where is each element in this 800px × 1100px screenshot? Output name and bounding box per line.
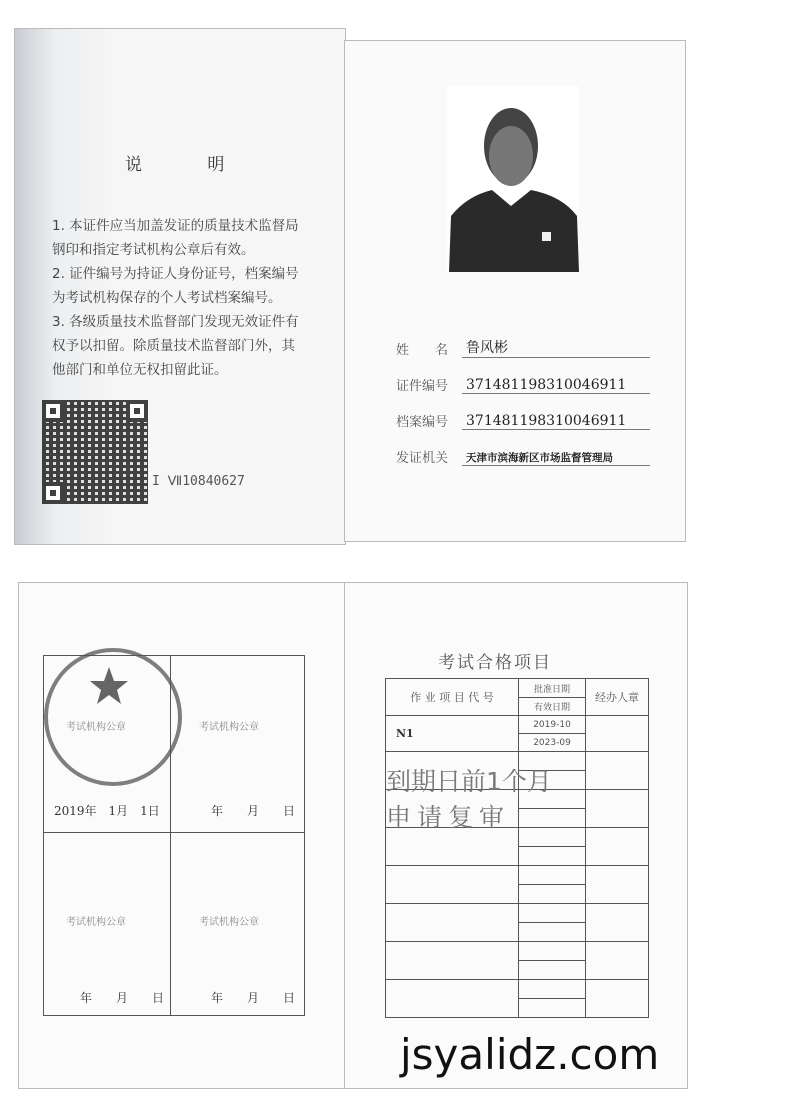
valid-date: 2023-09 [519, 734, 586, 752]
header-valid: 有效日期 [519, 698, 586, 716]
qr-code[interactable] [42, 400, 148, 504]
renewal-stamp-line: 申请复审 [386, 803, 511, 832]
stamp-date: 年 月 日 [80, 991, 165, 1005]
exam-title: 考试合格项目 [438, 653, 552, 673]
watermark: jsyalidz.com [400, 1030, 660, 1079]
stamp-cell-label: 考试机构公章 [66, 722, 126, 733]
stamp-cell [43, 832, 171, 1016]
instruction-item: 3. 各级质量技术监督部门发现无效证件有权予以扣留。除质量技术监督部门外，其他部门和单位无权扣留此证。 [52, 314, 299, 378]
stamp-cell [170, 832, 305, 1016]
field-label: 姓 名 [396, 343, 449, 358]
stamp-cell-label: 考试机构公章 [66, 917, 126, 928]
approve-date: 2019-10 [519, 716, 586, 734]
item-code: N1 [386, 716, 519, 752]
certificate-number-value: 371481198310046911 [462, 377, 650, 394]
exam-table [385, 678, 649, 1018]
instructions-list [52, 214, 300, 382]
stamp-date: 年 月 日 [211, 804, 296, 818]
instruction-item: 1. 本证件应当加盖发证的质量技术监督局钢印和指定考试机构公章后有效。 [52, 218, 299, 258]
name-value: 鲁风彬 [462, 337, 650, 358]
renewal-stamp-line: 到期日前1个月 [386, 767, 552, 796]
file-number-value: 371481198310046911 [462, 413, 650, 430]
stamp-date: 年 月 日 [211, 991, 296, 1005]
holder-photo [447, 86, 579, 272]
item-code-empty [386, 866, 519, 904]
header-approve: 批准日期 [519, 679, 586, 698]
renewal-stamp [386, 764, 552, 836]
header-officer: 经办人章 [586, 679, 649, 716]
stamp-cell [170, 655, 305, 833]
serial-number: I Ⅶ10840627 [152, 474, 245, 489]
field-label: 证件编号 [396, 379, 449, 394]
field-label: 档案编号 [396, 415, 449, 430]
item-code-empty [386, 980, 519, 1018]
officer-stamp [586, 716, 649, 752]
instruction-item: 2. 证件编号为持证人身份证号，档案编号为考试机构保存的个人考试档案编号。 [52, 266, 299, 306]
stamp-cell-label: 考试机构公章 [199, 722, 259, 733]
issuing-authority-value: 天津市滨海新区市场监督管理局 [462, 450, 650, 466]
holder-fields [396, 322, 650, 466]
item-code-empty [386, 942, 519, 980]
person-silhouette-icon [447, 86, 579, 272]
header-code: 作 业 项 目 代 号 [386, 679, 519, 716]
stamp-cell [43, 655, 171, 833]
stamp-cell-label: 考试机构公章 [199, 917, 259, 928]
instructions-title: 说 明 [125, 155, 255, 175]
field-label: 发证机关 [396, 451, 449, 466]
stamp-date: 2019年 1月 1日 [54, 804, 160, 818]
item-code-empty [386, 904, 519, 942]
